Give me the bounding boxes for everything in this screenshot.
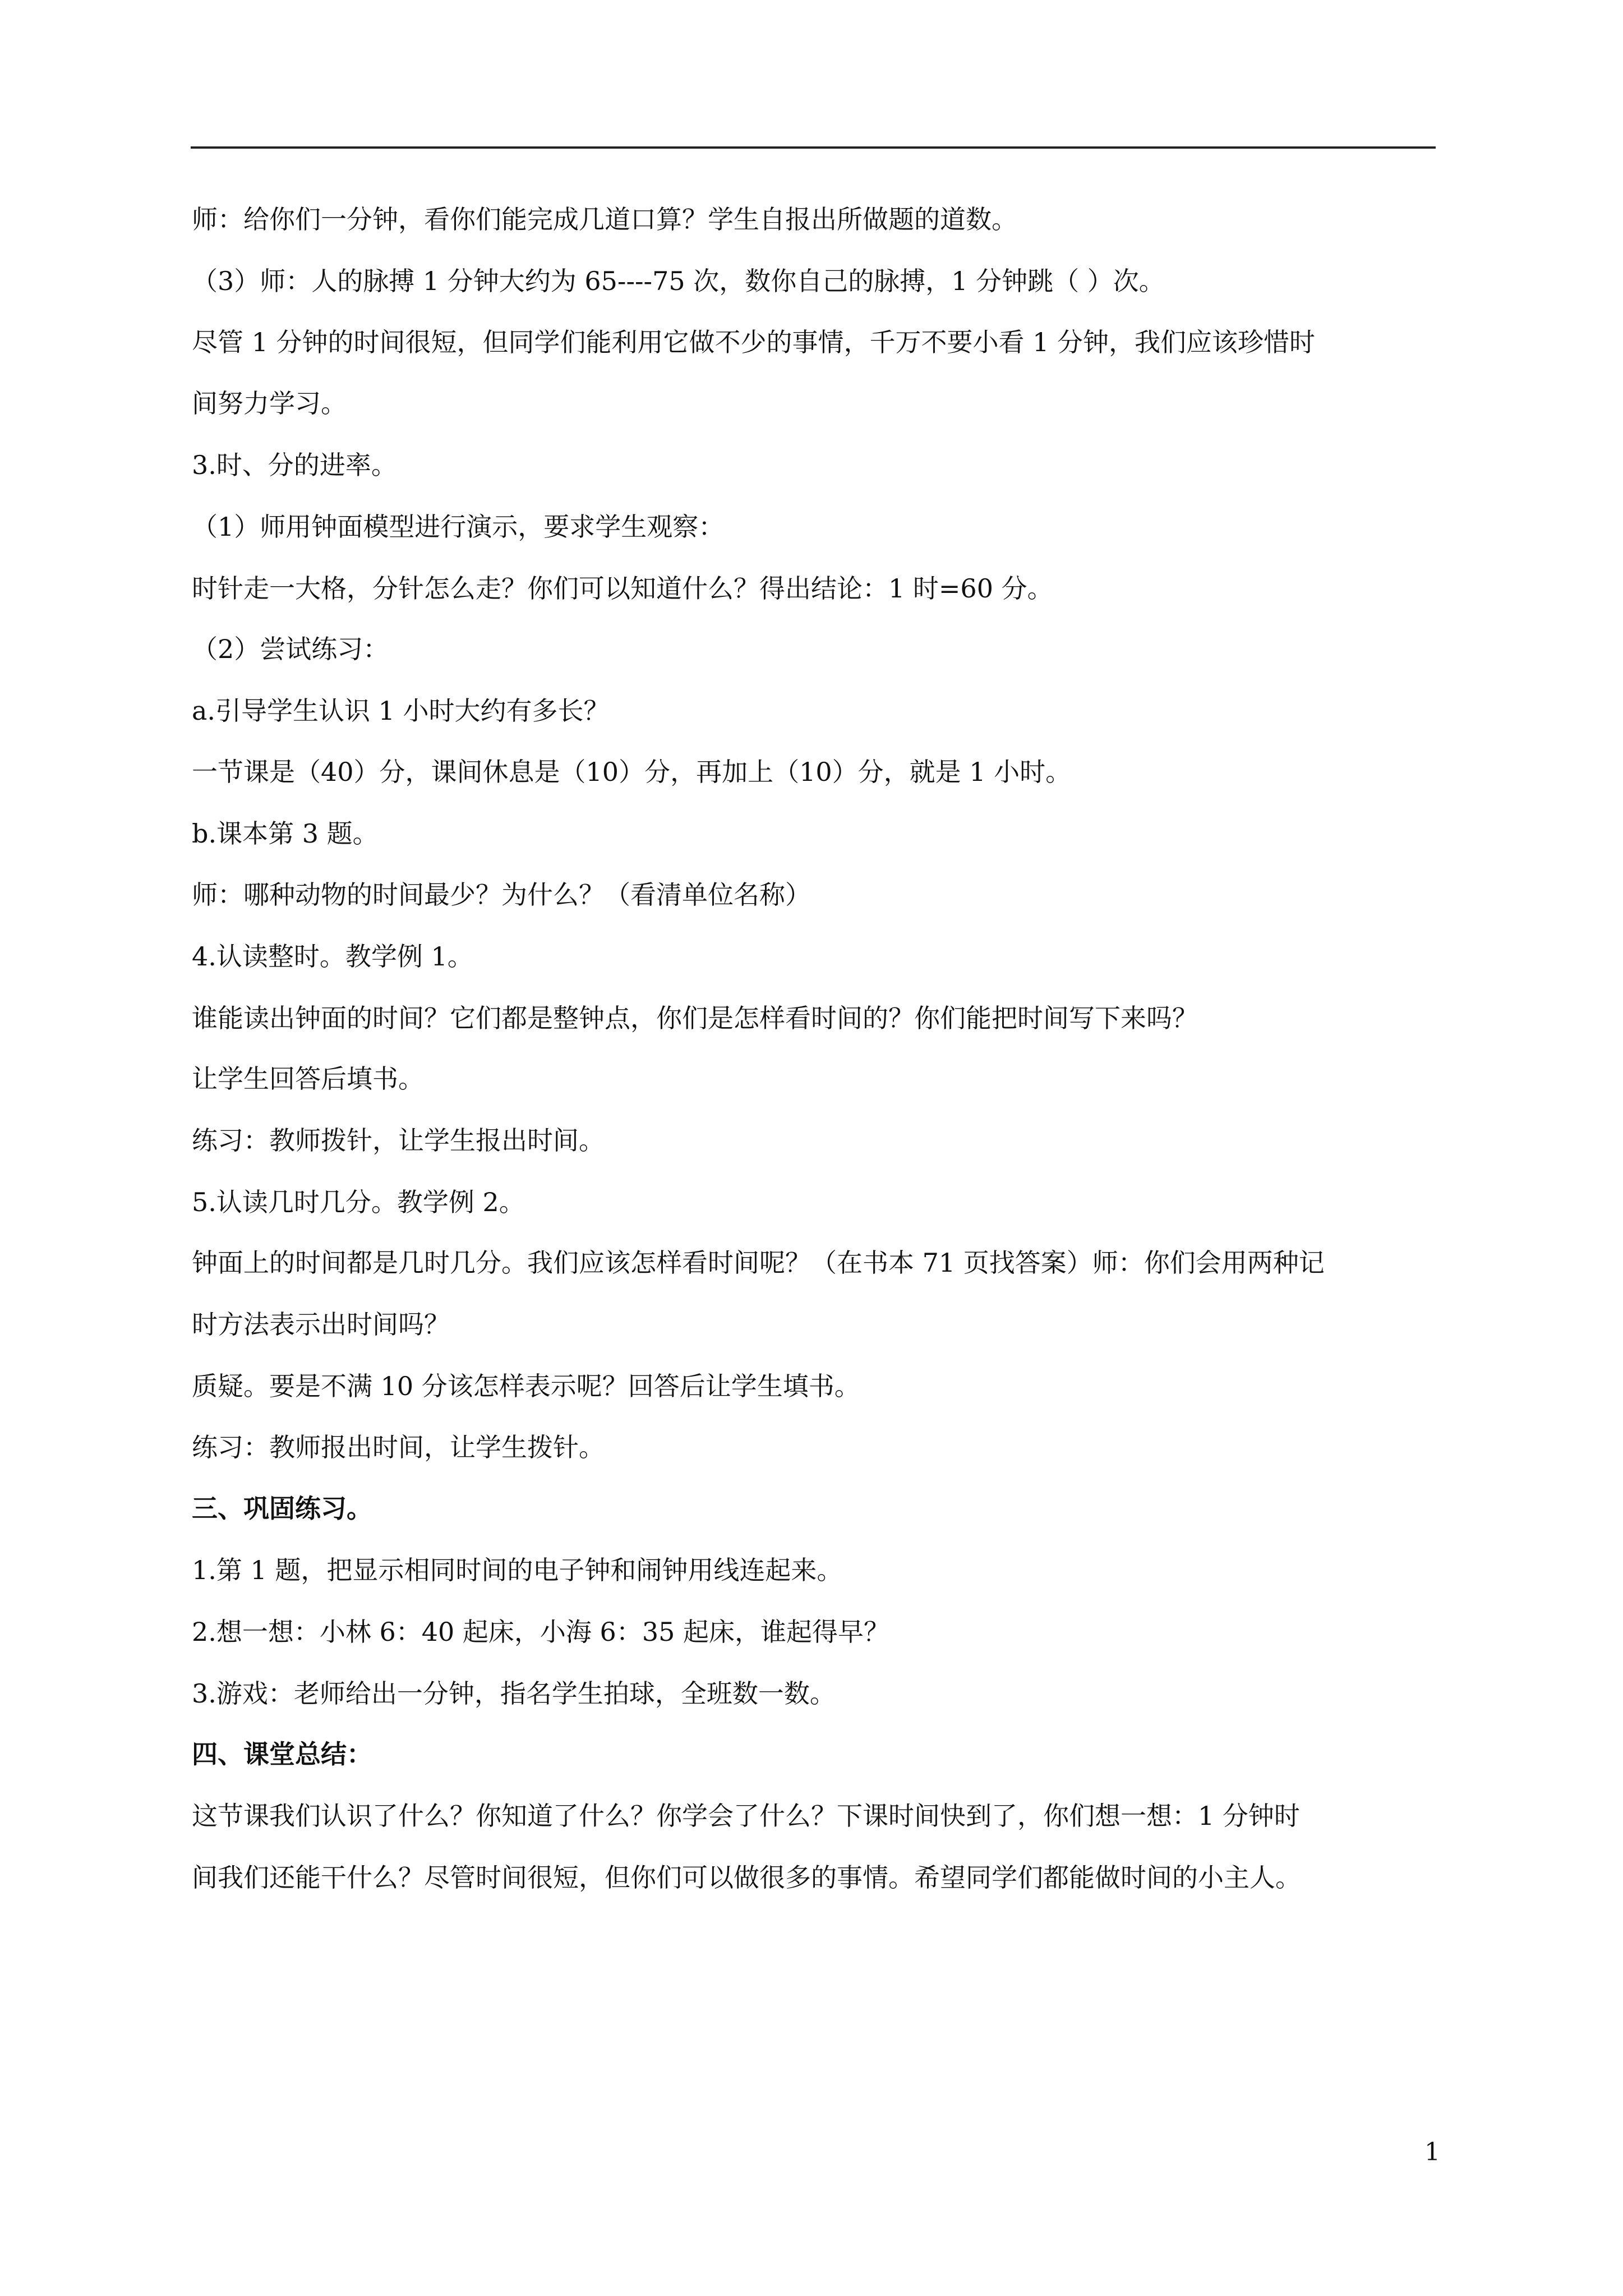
line-pulse: （3）师：人的脉搏 1 分钟大约为 65----75 次，数你自己的脉搏，1 分钟跳（ ）次。 <box>192 266 1165 296</box>
section-heading-hour-minute-rate: 3.时、分的进率。 <box>192 450 397 480</box>
line-clock-model-demo: （1）师用钟面模型进行演示，要求学生观察： <box>192 512 725 542</box>
line-summary-1: 这节课我们认识了什么？你知道了什么？你学会了什么？下课时间快到了，你们想一想：1 分钟时 <box>192 1801 1300 1831</box>
line-exercise-3: 3.游戏：老师给出一分钟，指名学生拍球，全班数一数。 <box>192 1678 836 1709</box>
line-two-notations-1: 钟面上的时间都是几时几分。我们应该怎样看时间呢？（在书本 71 页找答案）师：你们会用两种记 <box>192 1248 1325 1278</box>
line-animal-question: 师：哪种动物的时间最少？为什么？（看清单位名称） <box>192 880 811 910</box>
line-read-clock: 谁能读出钟面的时间？它们都是整钟点，你们是怎样看时间的？你们能把时间写下来吗？ <box>192 1003 1198 1033</box>
line-conclusion: 时针走一大格，分针怎么走？你们可以知道什么？得出结论：1 时=60 分。 <box>192 573 1053 604</box>
header-rule <box>191 146 1436 149</box>
section-heading-whole-hour: 4.认读整时。教学例 1。 <box>192 941 473 972</box>
line-item-a: a.引导学生认识 1 小时大约有多长？ <box>192 696 610 726</box>
section-heading-consolidation: 三、巩固练习。 <box>192 1493 372 1524</box>
line-cherish-time-1: 尽管 1 分钟的时间很短，但同学们能利用它做不少的事情，千万不要小看 1 分钟，我们应该珍惜时 <box>192 327 1316 357</box>
section-heading-summary: 四、课堂总结： <box>192 1739 372 1769</box>
line-try-practice: （2）尝试练习： <box>192 634 389 664</box>
line-exercise-1: 1.第 1 题，把显示相同时间的电子钟和闹钟用线连起来。 <box>192 1555 843 1585</box>
page-number: 1 <box>1424 2138 1440 2166</box>
line-practice-turn-hands: 练习：教师拨针，让学生报出时间。 <box>192 1125 605 1156</box>
line-item-b: b.课本第 3 题。 <box>192 818 379 849</box>
line-cherish-time-2: 间努力学习。 <box>192 388 347 418</box>
line-one-class: 一节课是（40）分，课间休息是（10）分，再加上（10）分，就是 1 小时。 <box>192 757 1072 787</box>
line-summary-2: 间我们还能干什么？尽管时间很短，但你们可以做很多的事情。希望同学们都能做时间的小主人。 <box>192 1862 1301 1893</box>
line-fill-book: 让学生回答后填书。 <box>192 1064 424 1094</box>
line-teacher-one-minute: 师：给你们一分钟，看你们能完成几道口算？学生自报出所做题的道数。 <box>192 204 1017 234</box>
line-practice-report-time: 练习：教师报出时间，让学生拨针。 <box>192 1432 605 1462</box>
section-heading-hours-minutes: 5.认读几时几分。教学例 2。 <box>192 1187 525 1217</box>
line-two-notations-2: 时方法表示出时间吗？ <box>192 1309 450 1340</box>
line-exercise-2: 2.想一想：小林 6：40 起床，小海 6：35 起床，谁起得早？ <box>192 1617 889 1647</box>
line-question-under-ten: 质疑。要是不满 10 分该怎样表示呢？回答后让学生填书。 <box>192 1371 860 1401</box>
